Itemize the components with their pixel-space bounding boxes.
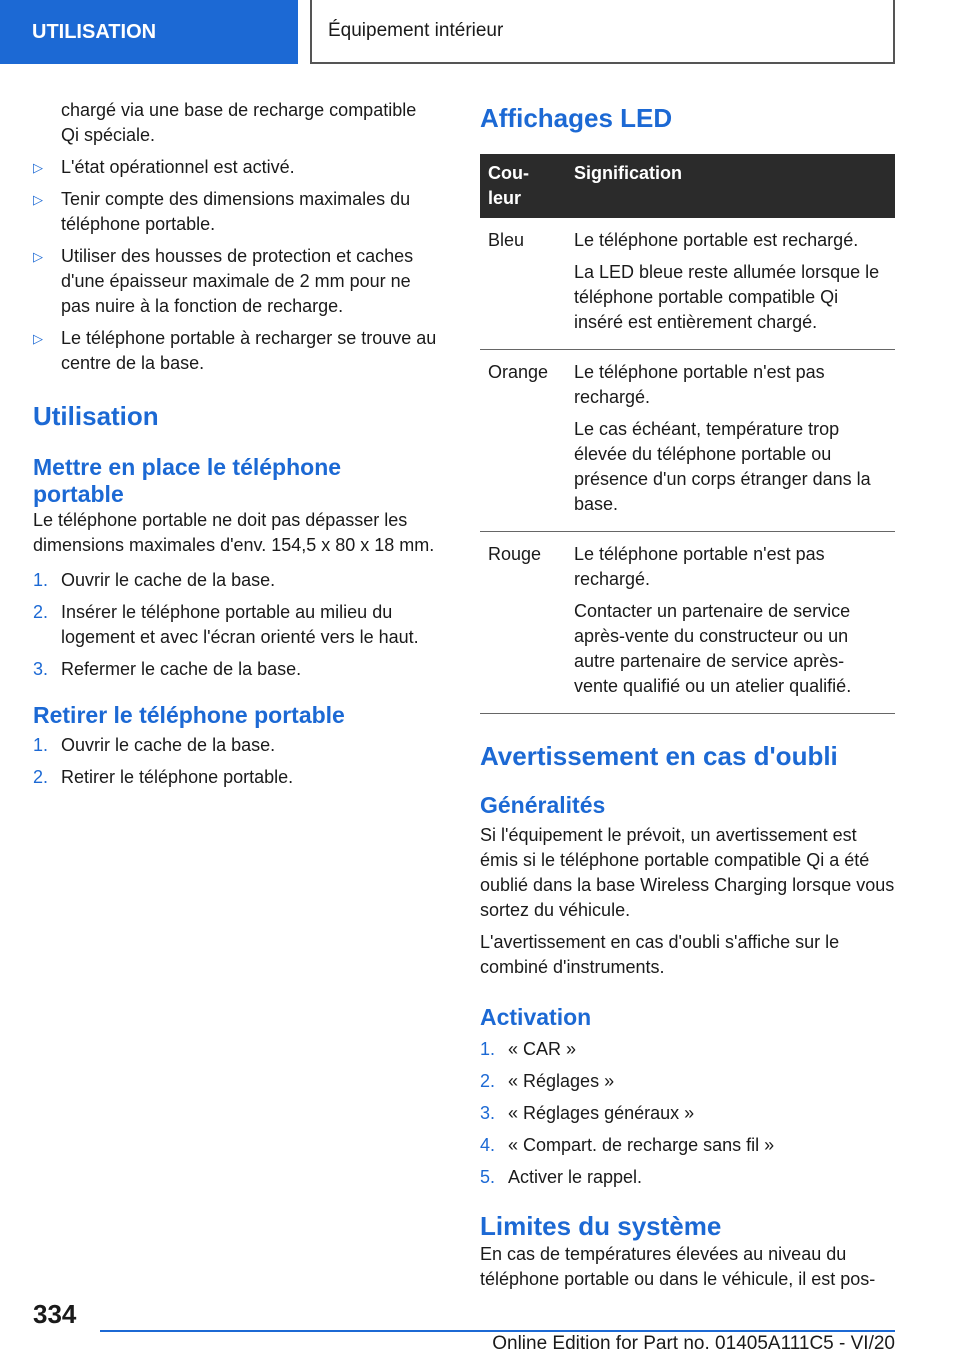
heading-activation: Activation xyxy=(480,1004,592,1030)
list-item: 2. « Réglages » xyxy=(480,1071,615,1091)
limites-text: En cas de températures élevées au niveau du téléphone portable ou dans le véhicule, il est pos- xyxy=(480,1244,876,1289)
list-item: 1. Ouvrir le cache de la base. xyxy=(33,735,276,755)
generalites-p2: L'avertissement en cas d'oubli s'affiche sur le combiné d'instruments. xyxy=(480,932,840,977)
heading-avertissement: Avertissement en cas d'oubli xyxy=(480,741,838,771)
left-column xyxy=(33,98,438,797)
list-item: 2. Insérer le téléphone portable au milieu du logement et avec l'écran orienté vers le haut. xyxy=(33,602,419,647)
list-item: ▷ L'état opérationnel est activé. xyxy=(33,155,438,180)
mettre-text: Le téléphone portable ne doit pas dépasser les dimensions maximales d'env. 154,5 x 80 x 18 mm. xyxy=(33,510,435,555)
list-item: ▷ Utiliser des housses de protection et caches d'une épaisseur maximale de 2 mm pour ne pas nuire à la fonction de recharge. xyxy=(33,246,414,316)
chapter-tab[interactable] xyxy=(310,0,895,64)
header-couleur: Cou-leur xyxy=(480,154,566,218)
heading-utilisation: Utilisation xyxy=(33,401,159,431)
cell-color: Rouge xyxy=(480,532,566,714)
header-signification: Signification xyxy=(566,154,895,218)
requirements-list xyxy=(33,155,438,376)
cell-meaning: Le téléphone portable n'est pas rechargé. Le cas échéant, température trop élevée du téléphone portable ou présence d'un corps étranger dans la base. xyxy=(566,350,895,532)
list-item: 3. Refermer le cache de la base. xyxy=(33,659,302,679)
cell-meaning: Le téléphone portable n'est pas rechargé. Contacter un partenaire de service après-vente du constructeur ou un autre partenaire de service après-vente qualifié ou un atelier qualifié. xyxy=(566,532,895,714)
page-number: 334 xyxy=(33,1299,77,1329)
table-header-row xyxy=(480,154,895,218)
cell-color: Bleu xyxy=(480,218,566,350)
footer-edition: Online Edition for Part no. 01405A111C5 - VI/20 xyxy=(492,1333,895,1354)
heading-mettre-en-place: Mettre en place le téléphone portable xyxy=(33,454,342,507)
led-table xyxy=(480,154,895,714)
list-item: 1. Ouvrir le cache de la base. xyxy=(33,570,276,590)
heading-limites: Limites du système xyxy=(480,1211,722,1241)
heading-retirer: Retirer le téléphone portable xyxy=(33,702,345,728)
triangle-bullet-icon: ▷ xyxy=(33,249,43,264)
triangle-bullet-icon: ▷ xyxy=(33,160,43,175)
retirer-steps xyxy=(33,733,438,790)
list-item: ▷ Tenir compte des dimensions maximales du téléphone portable. xyxy=(33,189,411,234)
generalites-p1: Si l'équipement le prévoit, un avertissement est émis si le téléphone portable compatible Qi a été oublié dans la base Wireless Charging lorsque vous sortez du véhicule. xyxy=(480,825,895,920)
list-item: 3. « Réglages généraux » xyxy=(480,1103,695,1123)
section-tab[interactable] xyxy=(0,0,298,64)
cell-color: Orange xyxy=(480,350,566,532)
activation-steps xyxy=(480,1037,895,1190)
list-item: 4. « Compart. de recharge sans fil » xyxy=(480,1135,775,1155)
list-item: 1. « CAR » xyxy=(480,1039,577,1059)
heading-affichages-led: Affichages LED xyxy=(480,103,673,133)
intro-continuation: chargé via une base de recharge compatible Qi spéciale. xyxy=(61,100,417,145)
mettre-steps xyxy=(33,568,438,682)
heading-generalites: Généralités xyxy=(480,792,606,818)
triangle-bullet-icon: ▷ xyxy=(33,331,43,346)
chapter-title: Équipement intérieur xyxy=(328,20,504,41)
list-item: 2. Retirer le téléphone portable. xyxy=(33,767,294,787)
list-item: 5. Activer le rappel. xyxy=(480,1167,643,1187)
table-row xyxy=(480,532,895,714)
cell-meaning: Le téléphone portable est rechargé. La LED bleue reste allumée lorsque le téléphone portable compatible Qi inséré est entièrement chargé. xyxy=(566,218,895,350)
list-item: ▷ Le téléphone portable à recharger se trouve au centre de la base. xyxy=(33,328,437,373)
table-row xyxy=(480,350,895,532)
footer-divider xyxy=(100,1330,895,1332)
table-row xyxy=(480,218,895,350)
section-title: UTILISATION xyxy=(32,20,157,43)
triangle-bullet-icon: ▷ xyxy=(33,192,43,207)
right-column xyxy=(480,98,895,1299)
